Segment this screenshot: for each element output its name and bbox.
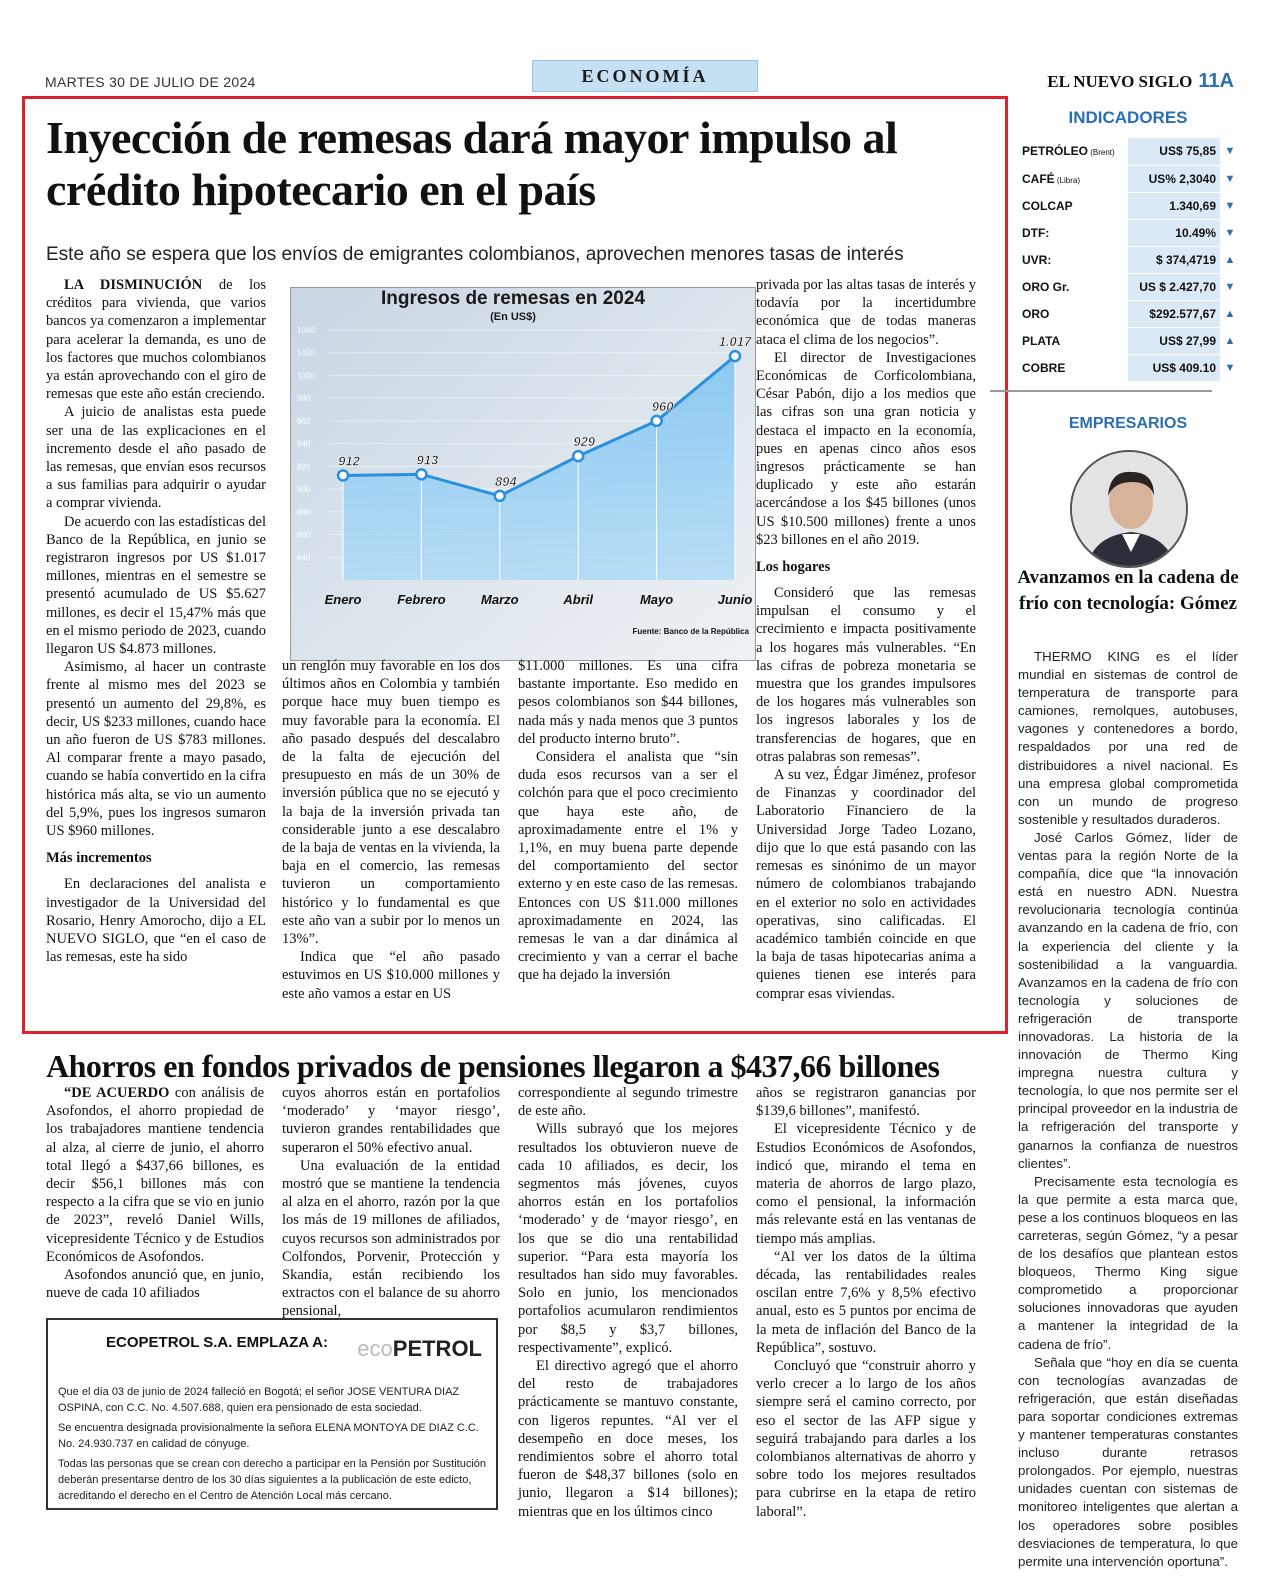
- data-point: [495, 491, 505, 501]
- y-tick-label: 980: [297, 394, 311, 404]
- indicator-note: (Brent): [1088, 148, 1115, 158]
- article2-column-3: [518, 1084, 738, 1521]
- indicator-row: [1018, 273, 1240, 300]
- paragraph: Una evaluación de la entidad mostró que se mantiene la tendencia al alza en el ahorro, razón por la que los más de 19 millones de afiliados, cuyos recursos son administrados por Colfondos, Porvenir, Protección y Skandia, están recibiendo los extractos con el balance de su ahorro pensional,: [282, 1157, 500, 1320]
- indicator-row: [1018, 165, 1240, 192]
- indicator-value: US$ 27,99: [1128, 327, 1220, 354]
- paragraph: de los créditos para vivienda, que varios bancos ya comenzaron a implementar para acelerar la demanda, es uno de los factores que muchos colombianos ya están aprovechando con el giro de remesas que este año están creciendo.: [46, 277, 266, 403]
- arrow-down-icon: ▼: [1220, 219, 1240, 246]
- paragraph: privada por las altas tasas de interés y todavía por la incertidumbre económica que de todas maneras ataca el clima de los negocios”.: [756, 277, 976, 348]
- paragraph: Consideró que las remesas impulsan el consumo y el crecimiento e impacta positivamente a los hogares más vulnerables. “En las cifras de pobreza monetaria se muestra que los grandes impulsores de los hogares más vulnerables son los ingresos laborales y los de transferencias de hogares, que en otras palabras son remesas”.: [756, 585, 976, 765]
- empresarios-title: EMPRESARIOS: [1068, 415, 1188, 432]
- y-tick-label: 1020: [297, 348, 315, 358]
- data-label: 960: [651, 398, 674, 414]
- section-subtitle: Más incrementos: [46, 850, 152, 867]
- indicator-value: US$ 75,85: [1128, 138, 1220, 165]
- divider: [990, 390, 1212, 392]
- paragraph: $11.000 millones. Es una cifra bastante importante. Eso medido en pesos colombianos son $44 billones, nada más y nada menos que 3 puntos del producto interno bruto”.: [518, 658, 738, 747]
- publication-date: MARTES 30 DE JULIO DE 2024: [45, 74, 256, 90]
- indicator-value: $ 374,4719: [1128, 246, 1220, 273]
- x-tick-label: Junio: [717, 592, 753, 607]
- data-point: [730, 351, 740, 361]
- article2-column-2: [282, 1084, 500, 1321]
- x-tick-label: Marzo: [481, 592, 519, 607]
- indicator-name: COLCAP: [1018, 192, 1128, 219]
- indicator-name: ORO Gr.: [1018, 273, 1128, 300]
- article-column-3: [518, 657, 738, 985]
- x-tick-label: Enero: [324, 592, 362, 607]
- paragraph: Señala que “hoy en día se cuenta con tecnologías avanzadas de refrigeración, que están diseñadas para soportar condiciones extremas y mantener temperaturas constantes incluso durante retrasos prolongados. Por ejemplo, nuestras unidades cuentan con sistemas de monitoreo inteligentes que alertan a los operadores sobre posibles desviaciones de temperatura, lo que permite una intervención oportuna”.: [1018, 1354, 1238, 1569]
- paragraph: THERMO KING es el líder mundial en sistemas de control de temperatura de transporte para camiones, remolques, autobuses, vagones y contenedores a bordo, respaldados por una red de distribuidores a nivel nacional. Es una empresa global comprometida con un mundo de progreso sostenible y resultados duraderos.: [1018, 649, 1238, 827]
- arrow-up-icon: ▲: [1220, 327, 1240, 354]
- paragraph: A su vez, Édgar Jiménez, profesor de Finanzas y coordinador del Laboratorio Financiero de la Universidad Jorge Tadeo Lozano, dijo que lo que está pasando con las remesas es sinónimo de un mayor número de colombianos trabajando en el exterior no solo en actividades operativas, sino calificadas. El académico también coincide en que la baja de tasas hipotecarias anima a quienes tienen ese interés para comprar esas viviendas.: [756, 767, 976, 1002]
- article-headline: Inyección de remesas dará mayor impulso al crédito hipotecario en el país: [46, 112, 898, 215]
- portrait-photo: [1070, 450, 1188, 568]
- notice-paragraph: Que el día 03 de junio de 2024 falleció en Bogotá; el señor JOSE VENTURA DIAZ OSPINA, con C.C. No. 4.507.688, quien era pensionado de esta sociedad.: [58, 1386, 460, 1414]
- data-label: 912: [338, 453, 360, 469]
- paragraph: con análisis de Asofondos, el ahorro propiedad de los trabajadores mantiene tendencia al alza, al cierre de junio, el ahorro total llegó a $437,66 billones, es decir $56,1 billones más con respecto a la cifra que se vio en junio de 2023”, reveló Daniel Wills, vicepresidente Técnico y de Estudios Económicos de Asofondos.: [46, 1085, 265, 1265]
- indicator-name: ORO: [1018, 300, 1128, 327]
- lead-caps: “DE ACUERDO: [64, 1085, 170, 1101]
- arrow-up-icon: ▲: [1220, 300, 1240, 327]
- paragraph: un renglón muy favorable en los dos últimos años en Colombia y también porque hace muy buen tiempo es muy favorable para la economía. El año pasado después del descalabro de la falta de ejecución del presupuesto en más de un 30% de inversión pública que no se ejecutó y la baja de la inversión privada tan considerable junto a ese descalabro de la baja de ventas en la vivienda, la baja en el comercio, las remesas tuvieron un comportamiento histórico y lo fundamental es que este año van a subir por lo menos un 13%”.: [282, 658, 500, 948]
- indicators-table: [1018, 138, 1240, 382]
- x-tick-label: Febrero: [397, 592, 446, 607]
- article2-headline: Ahorros en fondos privados de pensiones llegaron a $437,66 billones: [46, 1048, 940, 1084]
- indicator-row: [1018, 327, 1240, 354]
- data-label: 929: [573, 434, 596, 450]
- newspaper-name: [1047, 70, 1234, 93]
- article2-column-1: [46, 1084, 264, 1302]
- y-tick-label: 920: [297, 462, 311, 472]
- lead-caps: LA DISMINUCIÓN: [64, 277, 203, 293]
- empresarios-headline: Avanzamos en la cadena de frío con tecnología: Gómez: [1017, 567, 1239, 614]
- empresarios-body: [1018, 648, 1238, 1571]
- indicator-note: (Libra): [1054, 175, 1081, 185]
- paragraph: Indica que “el año pasado estuvimos en US $10.000 millones y este año vamos a estar en US: [282, 949, 500, 1002]
- arrow-down-icon: ▼: [1220, 165, 1240, 192]
- notice-paragraph: Se encuentra designada provisionalmente la señora ELENA MONTOYA DE DIAZ C.C. No. 24.930.737 en calidad de cónyuge.: [58, 1422, 479, 1450]
- paragraph: correspondiente al segundo trimestre de este año.: [518, 1085, 738, 1120]
- article-column-2: [282, 657, 500, 1003]
- paragraph: De acuerdo con las estadísticas del Banco de la República, en junio se registraron ingresos por US $1.017 millones, mientras en el semestre se presentó acumulado de US $5.627 millones, es decir el 15,47% más que en el mismo periodo de 2023, cuando llegaron US $4.873 millones.: [46, 513, 266, 658]
- indicator-name: DTF:: [1018, 219, 1128, 246]
- y-tick-label: 960: [297, 416, 311, 426]
- paragraph: Considera el analista que “sin duda esos recursos van a ser el colchón para que el poco crecimiento que haya este año, de aproximadamente entre el 1% y 1,1%, en muy buena parte depende del comportamiento del sector externo y en este caso de las remesas. Entonces con US $11.000 millones aproximadamente en 2024, las remesas le van a dar dinámica al crecimiento y van a cerrar el bache que ha dejado la inversión: [518, 749, 738, 984]
- y-tick-label: 860: [297, 530, 311, 540]
- paragraph: “Al ver los datos de la última década, las rentabilidades reales oscilan entre 7,6% y 8,5% efectivo anual, esto es 5 puntos por encima de la meta de inflación del Banco de la República”, sostuvo.: [756, 1248, 976, 1356]
- section-subtitle: Los hogares: [756, 559, 831, 576]
- y-tick-label: 840: [297, 553, 311, 563]
- x-tick-label: Abril: [563, 592, 594, 607]
- paragraph: En declaraciones del analista e investigador de la Universidad del Rosario, Henry Amorocho, dijo a EL NUEVO SIGLO, que “en el caso de las remesas, este ha sido: [46, 876, 266, 966]
- article-subheadline: Este año se espera que los envíos de emigrantes colombianos, aprovechen menores tasas de interés: [46, 244, 904, 265]
- paragraph: El vicepresidente Técnico y de Estudios Económicos de Asofondos, indicó que, mirando el tema en materia de ahorros de largo plazo, como el pensional, la información más relevante está en las ventanas de tiempo más amplias.: [756, 1121, 976, 1247]
- arrow-up-icon: ▲: [1220, 246, 1240, 273]
- paragraph: Asimismo, al hacer un contraste frente al mismo mes del 2023 se presentó un aumento del 29,8%, es decir, US $233 millones, cuando hace un año fueron de US $783 millones. Al comparar frente a mayo pasado, cuando se había convertido en la cifra histórica más alta, se vio un aumento del 5,9%, pues los ingresos sumaron US $960 millones.: [46, 659, 266, 840]
- chart-source: Fuente: Banco de la República: [632, 627, 749, 636]
- ecopetrol-logo: [357, 1336, 482, 1362]
- indicator-name: PETRÓLEO (Brent): [1018, 138, 1128, 165]
- indicator-row: [1018, 138, 1240, 165]
- paragraph: Wills subrayó que los mejores resultados los obtuvieron nueve de cada 10 afiliados, es decir, los segmentos más jóvenes, cuyos ahorros están en los portafolios ‘moderado’ y de ‘mayor riesgo’, en los que se dio una rentabilidad superior. “Para esta mayoría los resultados han sido muy favorables. Solo en junio, los mencionados portafolios acumularon rendimientos por $8,5 y $3,7 billones, respectivamente”, explicó.: [518, 1121, 738, 1356]
- paragraph: El directivo agregó que el ahorro del resto de trabajadores prácticamente se mantuvo constante, con ligeros repuntes. “Al ver el desempeño en doce meses, los rendimientos sobre el ahorro total fueron de $48,37 billones (solo en junio, llegaron a $14 billones); mientras que en los últimos cinco: [518, 1358, 738, 1520]
- arrow-down-icon: ▼: [1220, 138, 1240, 165]
- indicator-value: 10.49%: [1128, 219, 1220, 246]
- chart-title: Ingresos de remesas en 2024: [380, 288, 646, 309]
- notice-title: ECOPETROL S.A. EMPLAZA A:: [106, 1334, 328, 1351]
- article2-column-4: [756, 1084, 976, 1521]
- chart-svg: [291, 288, 756, 661]
- remittances-chart: [290, 287, 756, 661]
- paragraph: El director de Investigaciones Económicas de Corficolombiana, César Pabón, dijo a los medios que las cifras son una gran noticia y destaca el impacto en la economía, pues en apenas cinco años esos ingresos prácticamente se han duplicado y este año estarán acercándose a los $45 billones (unos US $10.500 millones) frente a unos $23 billones en el año 2019.: [756, 349, 976, 548]
- indicators-title: INDICADORES: [1068, 108, 1188, 127]
- paper-title: EL NUEVO SIGLO: [1047, 72, 1193, 91]
- logo-text-b: PETROL: [392, 1336, 482, 1361]
- notice-body: [58, 1384, 488, 1508]
- paragraph: Precisamente esta tecnología es la que permite a esta marca que, pese a los continuos bloqueos en las carreteras, según Gómez, “y a pesar de los desafíos que plantean estos bloqueos, Thermo King sigue comprometido a proporcionar soluciones innovadoras que ayuden a mantener la integridad de la cadena de frío”.: [1018, 1173, 1238, 1352]
- indicator-value: $292.577,67: [1128, 300, 1220, 327]
- indicator-name: UVR:: [1018, 246, 1128, 273]
- person-icon: [1072, 452, 1188, 568]
- paragraph: años se registraron ganancias por $139,6 billones”, manifestó.: [756, 1085, 976, 1120]
- data-point: [573, 451, 583, 461]
- arrow-down-icon: ▼: [1220, 273, 1240, 300]
- indicator-row: [1018, 192, 1240, 219]
- indicator-row: [1018, 246, 1240, 273]
- data-label: 894: [494, 473, 517, 489]
- indicator-value: US% 2,3040: [1128, 165, 1220, 192]
- article-column-1: [46, 276, 266, 966]
- logo-text-a: eco: [357, 1336, 393, 1361]
- data-point: [416, 469, 426, 479]
- indicator-value: 1.340,69: [1128, 192, 1220, 219]
- section-label: ECONOMÍA: [532, 60, 758, 92]
- indicator-row: [1018, 300, 1240, 327]
- page-number: 11A: [1198, 70, 1234, 92]
- notice-paragraph: Todas las personas que se crean con derecho a participar en la Pensión por Sustitución deberán presentarse dentro de los 30 días siguientes a la publicación de este edicto, acreditando el derecho en el Centro de Atención Local más cercano.: [58, 1458, 487, 1502]
- y-tick-label: 900: [297, 485, 311, 495]
- chart-subtitle: (En US$): [490, 311, 536, 323]
- data-label: 913: [416, 452, 439, 468]
- indicator-value: US$ 409.10: [1128, 354, 1220, 381]
- indicator-name: COBRE: [1018, 354, 1128, 381]
- paragraph: José Carlos Gómez, líder de ventas para la región Norte de la compañía, dice que “la innovación está en nuestro ADN. Nuestra revolucionaria tecnología continúa avanzando en la cadena de frío, con la experiencia del cliente y la sostenibilidad a la vanguardia. Avanzamos en la cadena de frío con tecnología y soluciones de refrigeración de transporte innovadoras. La historia de la innovación de Thermo King impregna nuestra cultura y tecnología, lo que nos permite ser el principal proveedor en la industria de la refrigeración del transporte y ganarnos la confianza de nuestros clientes”.: [1018, 829, 1238, 1171]
- data-label: 1.017: [718, 334, 752, 350]
- indicator-value: US $ 2.427,70: [1128, 273, 1220, 300]
- y-tick-label: 1000: [297, 371, 315, 381]
- arrow-down-icon: ▼: [1220, 354, 1240, 381]
- paragraph: Concluyó que “construir ahorro y verlo crecer a lo largo de los años siempre será el camino correcto, por eso el sector de las AFP sigue y seguirá trabajando para darles a los colombianos alternativas de ahorro y sobre todo los mejores resultados para cubrirse en la etapa de retiro laboral”.: [756, 1358, 976, 1520]
- indicator-row: [1018, 219, 1240, 246]
- y-tick-label: 880: [297, 507, 311, 517]
- indicator-row: [1018, 354, 1240, 381]
- paragraph: cuyos ahorros están en portafolios ‘moderado’ y ‘mayor riesgo’, tuvieron grandes rentabilidades que superaron el 50% efectivo anual.: [282, 1085, 500, 1156]
- article-column-4: [756, 276, 976, 1003]
- x-tick-label: Mayo: [639, 592, 674, 607]
- data-point: [338, 470, 348, 480]
- indicator-name: PLATA: [1018, 327, 1128, 354]
- y-tick-label: 940: [297, 439, 311, 449]
- paragraph: Asofondos anunció que, en junio, nueve de cada 10 afiliados: [46, 1267, 264, 1302]
- y-tick-label: 1040: [297, 326, 315, 335]
- arrow-down-icon: ▼: [1220, 192, 1240, 219]
- paragraph: A juicio de analistas esta puede ser una de las explicaciones en el incremento desde el año pasado de las remesas, que envían esos recursos a sus familias para adquirir o ayudar a comprar vivienda.: [46, 404, 266, 512]
- data-point: [652, 416, 662, 426]
- ecopetrol-notice: [46, 1318, 498, 1510]
- indicator-name: CAFÉ (Libra): [1018, 165, 1128, 192]
